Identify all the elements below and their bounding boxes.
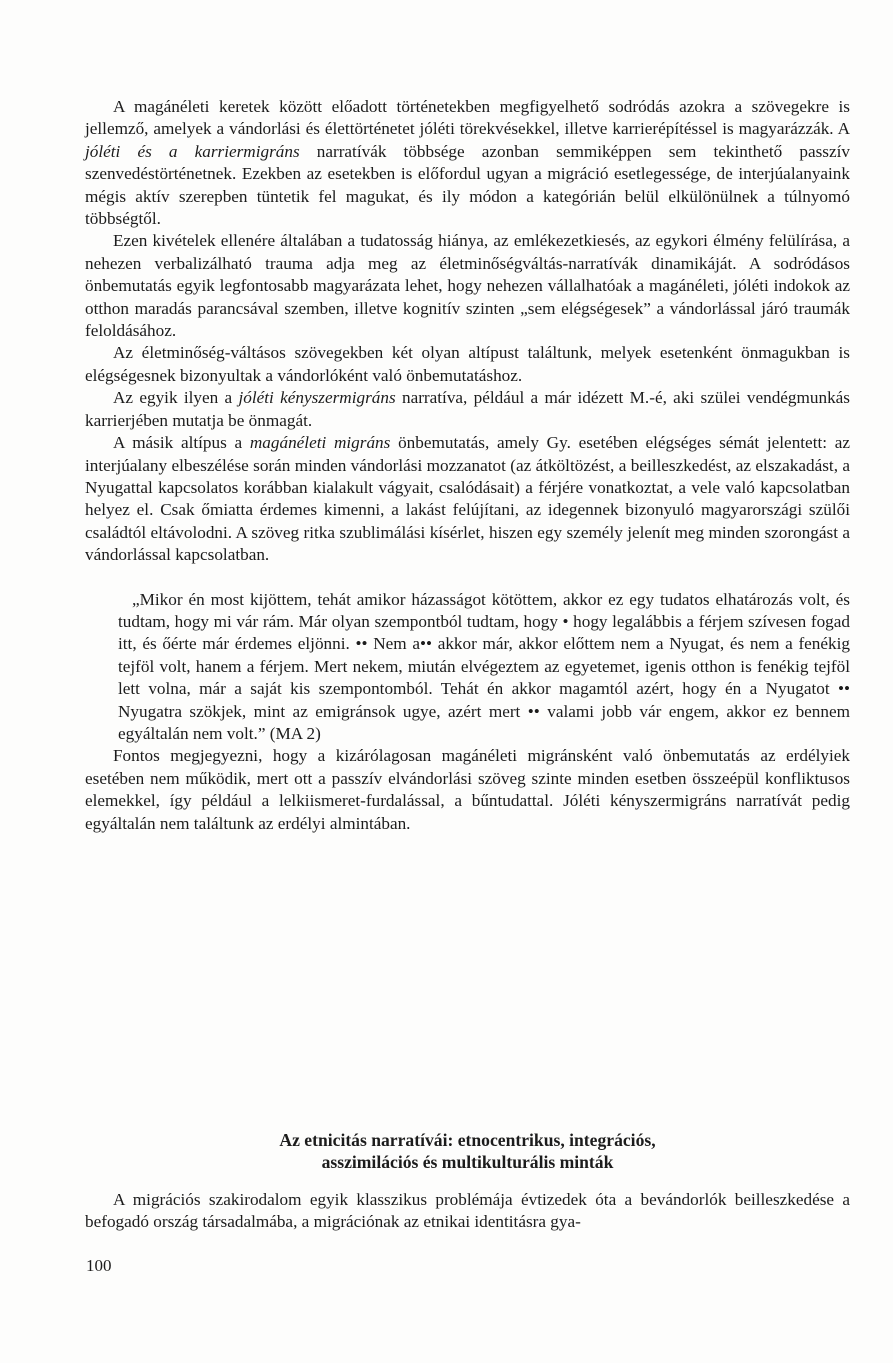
italic-term: jóléti és a karriermigráns — [85, 141, 300, 161]
interview-quote — [118, 589, 850, 746]
paragraph-3: Az életminőség-váltásos szövegekben két olyan altípust találtunk, melyek esetenként önmagukban is elégségesnek bizonyultak a vándorlóként való önbemutatáshoz. — [85, 343, 850, 385]
main-text — [85, 96, 850, 835]
paragraph-5: A másik altípus a magánéleti migráns önbemutatás, amely Gy. esetében elégséges sémát jelentett: az interjúalany elbeszélése során minden vándorlási mozzanatot (az átköltözést, a beilleszkedést, az elszakadást, a Nyugattal kapcsolatos korábban kialakult vágyait, csalódásait) a férjére vonatkoztat, a vele való kapcsolatban helyez el. Csak őmiatta érdemes kimenni, a lakást felújítani, az idegennek bizonyuló magyarországi szülői családtól eltávolodni. A szöveg ritka szublimálási kísérlet, hiszen egy személy jelenít meg minden szorongást a vándorlással kapcsolatban. — [85, 433, 850, 565]
paragraph-4: Az egyik ilyen a jóléti kényszermigráns narratíva, például a már idézett M.-é, aki szülei vendégmunkás karrierjében mutatja be önmagát. — [85, 388, 850, 430]
paragraph-1: A magánéleti keretek között előadott történetekben megfigyelhető sodródás azokra a szövegekre is jellemző, amelyek a vándorlási és élettörténetet jóléti törekvésekkel, illetve karrierépítéssel is magyarázzák. A jóléti és a karriermigráns narratívák többsége azonban semmiképpen sem tekinthető passzív szenvedéstörténetnek. Ezekben az esetekben is előfordul ugyan a migráció esetlegessége, de interjúalanyaink mégis aktív szerepben tüntetik fel magukat, és ily módon a kategórián belül elkülönülnek a túlnyomó többségtől. — [85, 97, 850, 229]
italic-term: jóléti kényszermigráns — [238, 388, 396, 408]
page-number: 100 — [86, 1256, 112, 1275]
quote-text: „Mikor én most kijöttem, tehát amikor házasságot kötöttem, akkor ez egy tudatos elhatározás volt, és tudtam, hogy mi vár rám. Már olyan szempontból tudtam, hogy • hogy legalábbis a férjem szívesen fogad itt, és őérte már érdemes eljönni. •• Nem a•• akkor már, akkor előttem nem a Nyugat, és nem a fenékig tejföl volt, hanem a férjem. Mert nekem, miután elvégeztem az egyetemet, igenis otthon is fenékig tejföl lett volna, már a saját kis szempontomból. Tehát én akkor magamtól azért, hogy én a Nyugatot •• Nyugatra szökjek, mint az emigránsok ugye, azért mert •• valami jobb vár engem, akkor ez bennem egyáltalán nem volt.” (MA 2) — [118, 589, 850, 743]
heading-line-1: Az etnicitás narratívái: etnocentrikus, integrációs, — [279, 1130, 656, 1150]
section-heading — [85, 1129, 850, 1174]
section-2-paragraph: A migrációs szakirodalom egyik klasszikus problémája évtizedek óta a bevándorlók beilleszkedése a befogadó ország társadalmába, a migrációnak az etnikai identitásra gya- — [85, 1190, 850, 1232]
italic-term: magánéleti migráns — [249, 433, 391, 453]
section-2-text — [85, 1189, 850, 1234]
paragraph-after-quote: Fontos megjegyezni, hogy a kizárólagosan magánéleti migránsként való önbemutatás az erdélyiek esetében nem működik, mert ott a passzív elvándorlási szöveg szinte minden esetben összeépül konfliktusos elemekkel, így például a lelkiismeret-furdalással, a bűntudattal. Jóléti kényszermigráns narratívát pedig egyáltalán nem találtunk az erdélyi almintában. — [85, 746, 850, 833]
heading-line-2: asszimilációs és multikulturális minták — [321, 1152, 614, 1173]
paragraph-2: Ezen kivételek ellenére általában a tudatosság hiánya, az emlékezetkiesés, az egykori élmény felülírása, a nehezen verbalizálható trauma adja meg az életminőségváltás-narratívák dinamikáját. A sodródásos önbemutatás egyik legfontosabb magyarázata lehet, hogy nehezen vállalhatóak a magánéleti, jóléti indokok az otthon maradás parancsával szemben, illetve kognitív szinten „sem elégségesek” a vándorlással járó traumák feloldásához. — [85, 231, 850, 341]
